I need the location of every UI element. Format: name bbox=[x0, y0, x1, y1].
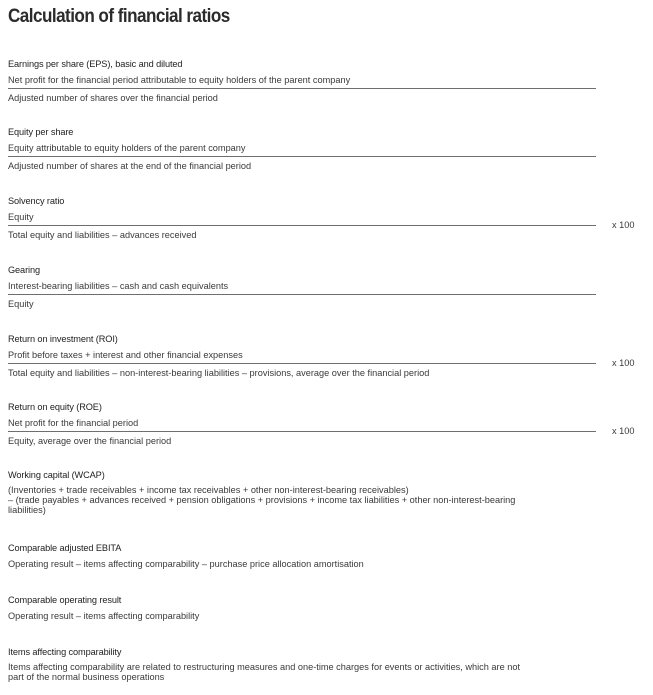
fraction bbox=[8, 417, 635, 447]
numerator: Interest-bearing liabilities – cash and cash equivalents bbox=[8, 280, 596, 295]
ratio-roe bbox=[8, 401, 648, 447]
numerator: Net profit for the financial period attributable to equity holders of the parent company bbox=[8, 74, 596, 89]
denominator: Equity bbox=[8, 299, 34, 309]
fraction bbox=[8, 142, 596, 172]
definition-text bbox=[8, 662, 593, 682]
multiplier-label: x 100 bbox=[612, 220, 635, 230]
ratio-heading: Equity per share bbox=[8, 127, 74, 137]
denominator: Adjusted number of shares at the end of the financial period bbox=[8, 161, 252, 171]
multiplier-label: x 100 bbox=[612, 426, 635, 436]
fraction bbox=[8, 349, 635, 379]
denominator: Equity, average over the financial period bbox=[8, 436, 172, 446]
definition-line: (Inventories + trade receivables + income tax receivables + other non-interest-bearing receivables) bbox=[8, 485, 409, 495]
definition-heading: Working capital (WCAP) bbox=[8, 470, 105, 480]
numerator: Equity attributable to equity holders of the parent company bbox=[8, 142, 596, 157]
ratio-heading: Return on equity (ROE) bbox=[8, 402, 102, 412]
definition-line: Items affecting comparability are related to restructuring measures and one-time charges for events or activities, which are not bbox=[8, 662, 521, 672]
fraction bbox=[8, 74, 596, 104]
numerator: Equity bbox=[8, 211, 596, 226]
definition-line: Operating result – items affecting comparability – purchase price allocation amortisation bbox=[8, 559, 364, 569]
definition-line: – (trade payables + advances received + pension obligations + provisions + income tax liabilities + other non-interest-bearing bbox=[8, 495, 516, 505]
definition-comparable-adjusted-ebita bbox=[8, 542, 648, 570]
ratio-gearing bbox=[8, 264, 648, 310]
ratio-heading: Gearing bbox=[8, 265, 40, 275]
definition-text bbox=[8, 485, 593, 515]
denominator: Total equity and liabilities – non-interest-bearing liabilities – provisions, average over the financial period bbox=[8, 368, 430, 378]
definition-heading: Comparable operating result bbox=[8, 595, 122, 605]
numerator: Profit before taxes + interest and other financial expenses bbox=[8, 349, 596, 364]
denominator: Total equity and liabilities – advances received bbox=[8, 230, 197, 240]
definition-heading: Comparable adjusted EBITA bbox=[8, 543, 122, 553]
definition-line: liabilities) bbox=[8, 505, 46, 515]
fraction bbox=[8, 211, 635, 241]
definition-wcap bbox=[8, 469, 648, 515]
definition-heading: Items affecting comparability bbox=[8, 647, 122, 657]
definition-comparable-operating-result bbox=[8, 594, 648, 622]
definition-line: Operating result – items affecting comparability bbox=[8, 611, 200, 621]
page-title: Calculation of financial ratios bbox=[8, 6, 230, 27]
ratio-equity-per-share bbox=[8, 126, 648, 172]
fraction bbox=[8, 280, 596, 310]
ratio-heading: Solvency ratio bbox=[8, 196, 65, 206]
numerator: Net profit for the financial period bbox=[8, 417, 596, 432]
definition-items-affecting-comparability bbox=[8, 646, 648, 682]
ratio-solvency bbox=[8, 195, 648, 241]
ratio-roi bbox=[8, 333, 648, 379]
ratio-eps bbox=[8, 58, 648, 104]
ratio-heading: Return on investment (ROI) bbox=[8, 334, 118, 344]
ratio-heading: Earnings per share (EPS), basic and diluted bbox=[8, 59, 183, 69]
definition-line: part of the normal business operations bbox=[8, 672, 165, 682]
multiplier-label: x 100 bbox=[612, 358, 635, 368]
denominator: Adjusted number of shares over the financial period bbox=[8, 93, 218, 103]
